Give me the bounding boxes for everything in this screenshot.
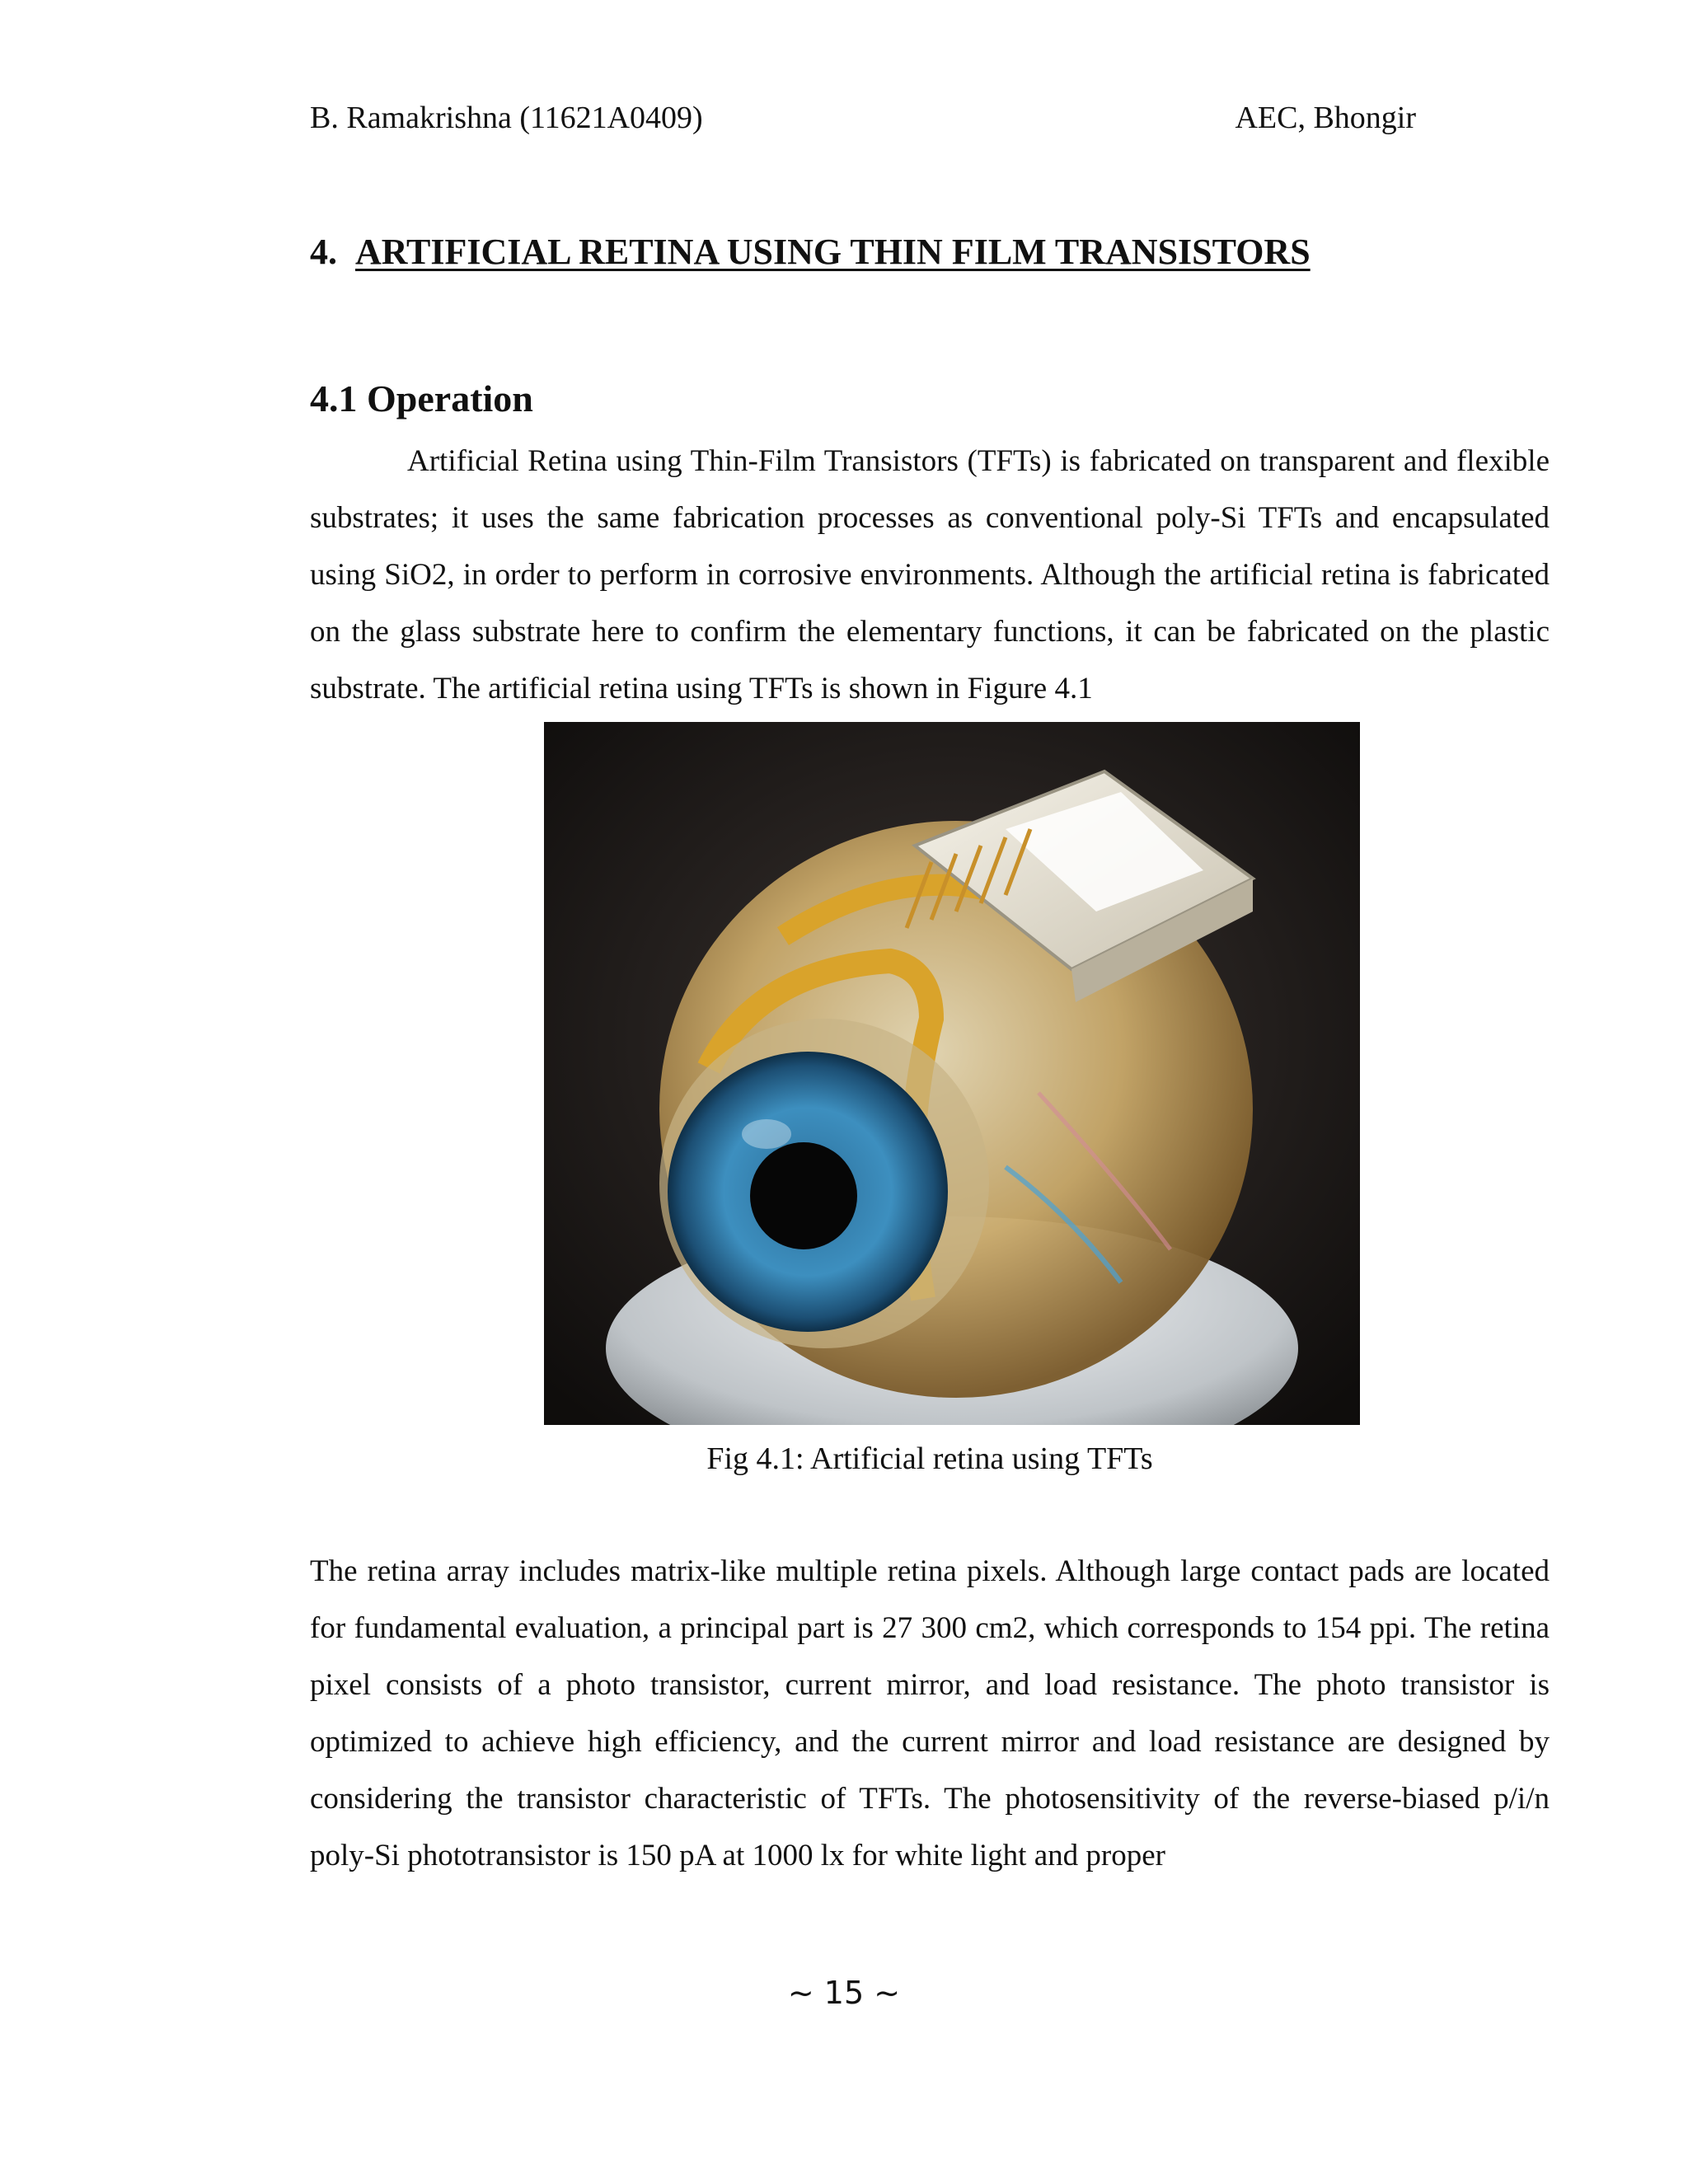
header-author: B. Ramakrishna (11621A0409) [310,101,703,135]
paragraph-operation: Artificial Retina using Thin-Film Transistors (TFTs) is fabricated on transparent and flexible substrates; it uses the same fabrication processes as conventional poly-Si TFTs and encapsulated using SiO2, in order to perform in corrosive environments. Although the artificial retina is fabricated on the glass substrate here to confirm the elementary functions, it can be fabricated on the plastic substrate. The artificial retina using TFTs is shown in Figure 4.1 [310,444,1550,705]
header-institution: AEC, Bhongir [1235,101,1416,135]
figure-artificial-retina-image [544,722,1360,1425]
section-title: 4.1 Operation [310,377,533,419]
chapter-title [310,229,1464,275]
figure-caption: Fig 4.1: Artificial retina using TFTs [706,1441,1153,1476]
page-number: ~ 15 ~ [787,1975,901,2011]
artificial-retina-illustration [544,722,1360,1425]
page-header [310,97,1416,138]
pupil [750,1142,857,1249]
chapter-number: 4. [310,232,337,272]
paragraph-retina-array: The retina array includes matrix-like multiple retina pixels. Although large contact pads are located for fundamental evaluation, a principal part is 27 300 cm2, which corresponds to 154 ppi. The retina pixel consists of a photo transistor, current mirror, and load resistance. The photo transistor is optimized to achieve high efficiency, and the current mirror and load resistance are designed by considering the transistor characteristic of TFTs. The photosensitivity of the reverse-biased p/i/n poly-Si phototransistor is 150 pA at 1000 lx for white light and proper [310,1554,1550,1872]
chapter-title-text: ARTIFICIAL RETINA USING THIN FILM TRANSISTORS [355,232,1311,272]
